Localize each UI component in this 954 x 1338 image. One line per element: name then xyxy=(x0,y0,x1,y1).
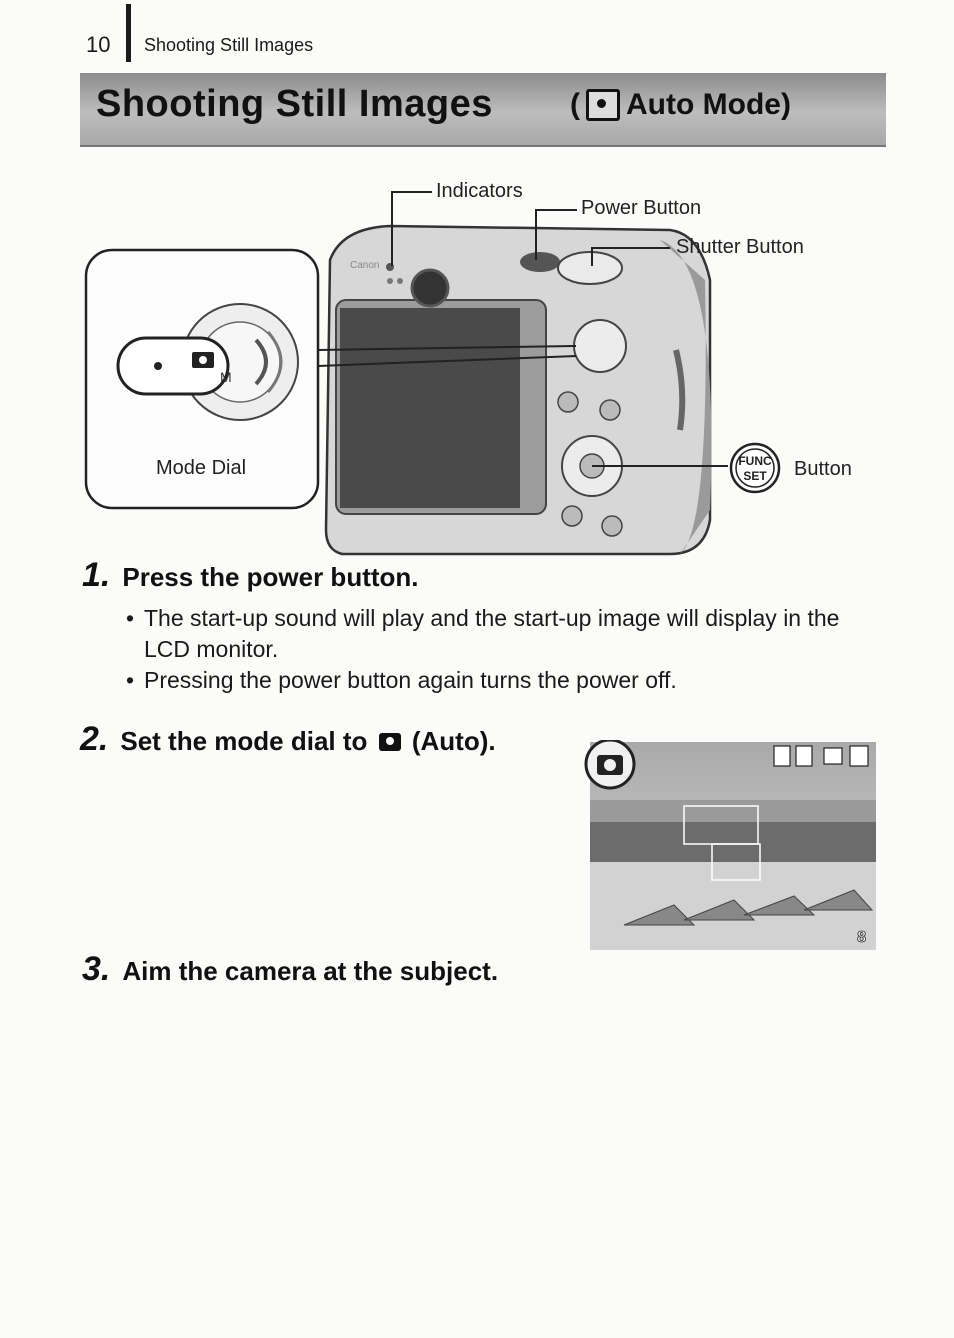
step-1-title: Press the power button. xyxy=(122,562,419,592)
step-2-title-before: Set the mode dial to xyxy=(120,726,368,756)
step-2-title-after: (Auto). xyxy=(411,726,496,756)
label-power-button: Power Button xyxy=(581,197,702,219)
auto-camera-icon xyxy=(379,733,401,751)
step-1-bullet-2: • Pressing the power button again turns the power off. xyxy=(126,665,886,696)
page-subtitle xyxy=(570,88,791,122)
func-set-icon xyxy=(731,444,779,492)
bullet-text: Pressing the power button again turns the power off. xyxy=(144,667,677,693)
running-title: Shooting Still Images xyxy=(144,35,314,55)
bullet-text: The start-up sound will play and the start-up image will display in the LCD monitor. xyxy=(144,605,840,662)
step-3-title: Aim the camera at the subject. xyxy=(122,956,499,986)
camera-illustration xyxy=(80,170,880,570)
camera-body xyxy=(326,226,711,554)
label-mode-dial: Mode Dial xyxy=(156,457,247,479)
step-3-number: 3. xyxy=(82,950,111,988)
subtitle-open-paren: ( xyxy=(570,88,580,121)
step-3-heading xyxy=(82,950,498,989)
svg-text:M: M xyxy=(220,369,232,385)
step-1-heading xyxy=(82,556,419,595)
label-indicators: Indicators xyxy=(436,180,523,202)
svg-text:FUNC: FUNC xyxy=(738,454,772,468)
auto-mode-icon xyxy=(586,89,620,121)
header-rule xyxy=(126,4,131,62)
label-shutter-button: Shutter Button xyxy=(676,236,804,258)
label-func-set-button: Button xyxy=(794,458,852,480)
step-2-heading xyxy=(80,720,496,759)
svg-text:Canon: Canon xyxy=(350,260,380,271)
page-number: 10 xyxy=(86,32,111,57)
lcd-shots-left: 8 xyxy=(857,929,866,946)
step-1-number: 1. xyxy=(82,556,111,594)
svg-text:SET: SET xyxy=(743,469,767,483)
page-title: Shooting Still Images xyxy=(96,83,493,125)
step-2-title xyxy=(120,726,495,757)
step-2-number: 2. xyxy=(80,720,109,758)
lcd-screen-illustration xyxy=(584,740,876,950)
subtitle-text: Auto Mode) xyxy=(626,88,791,121)
step-1-bullet-1: • The start-up sound will play and the start-up image will display in the LCD monitor. xyxy=(126,603,886,665)
